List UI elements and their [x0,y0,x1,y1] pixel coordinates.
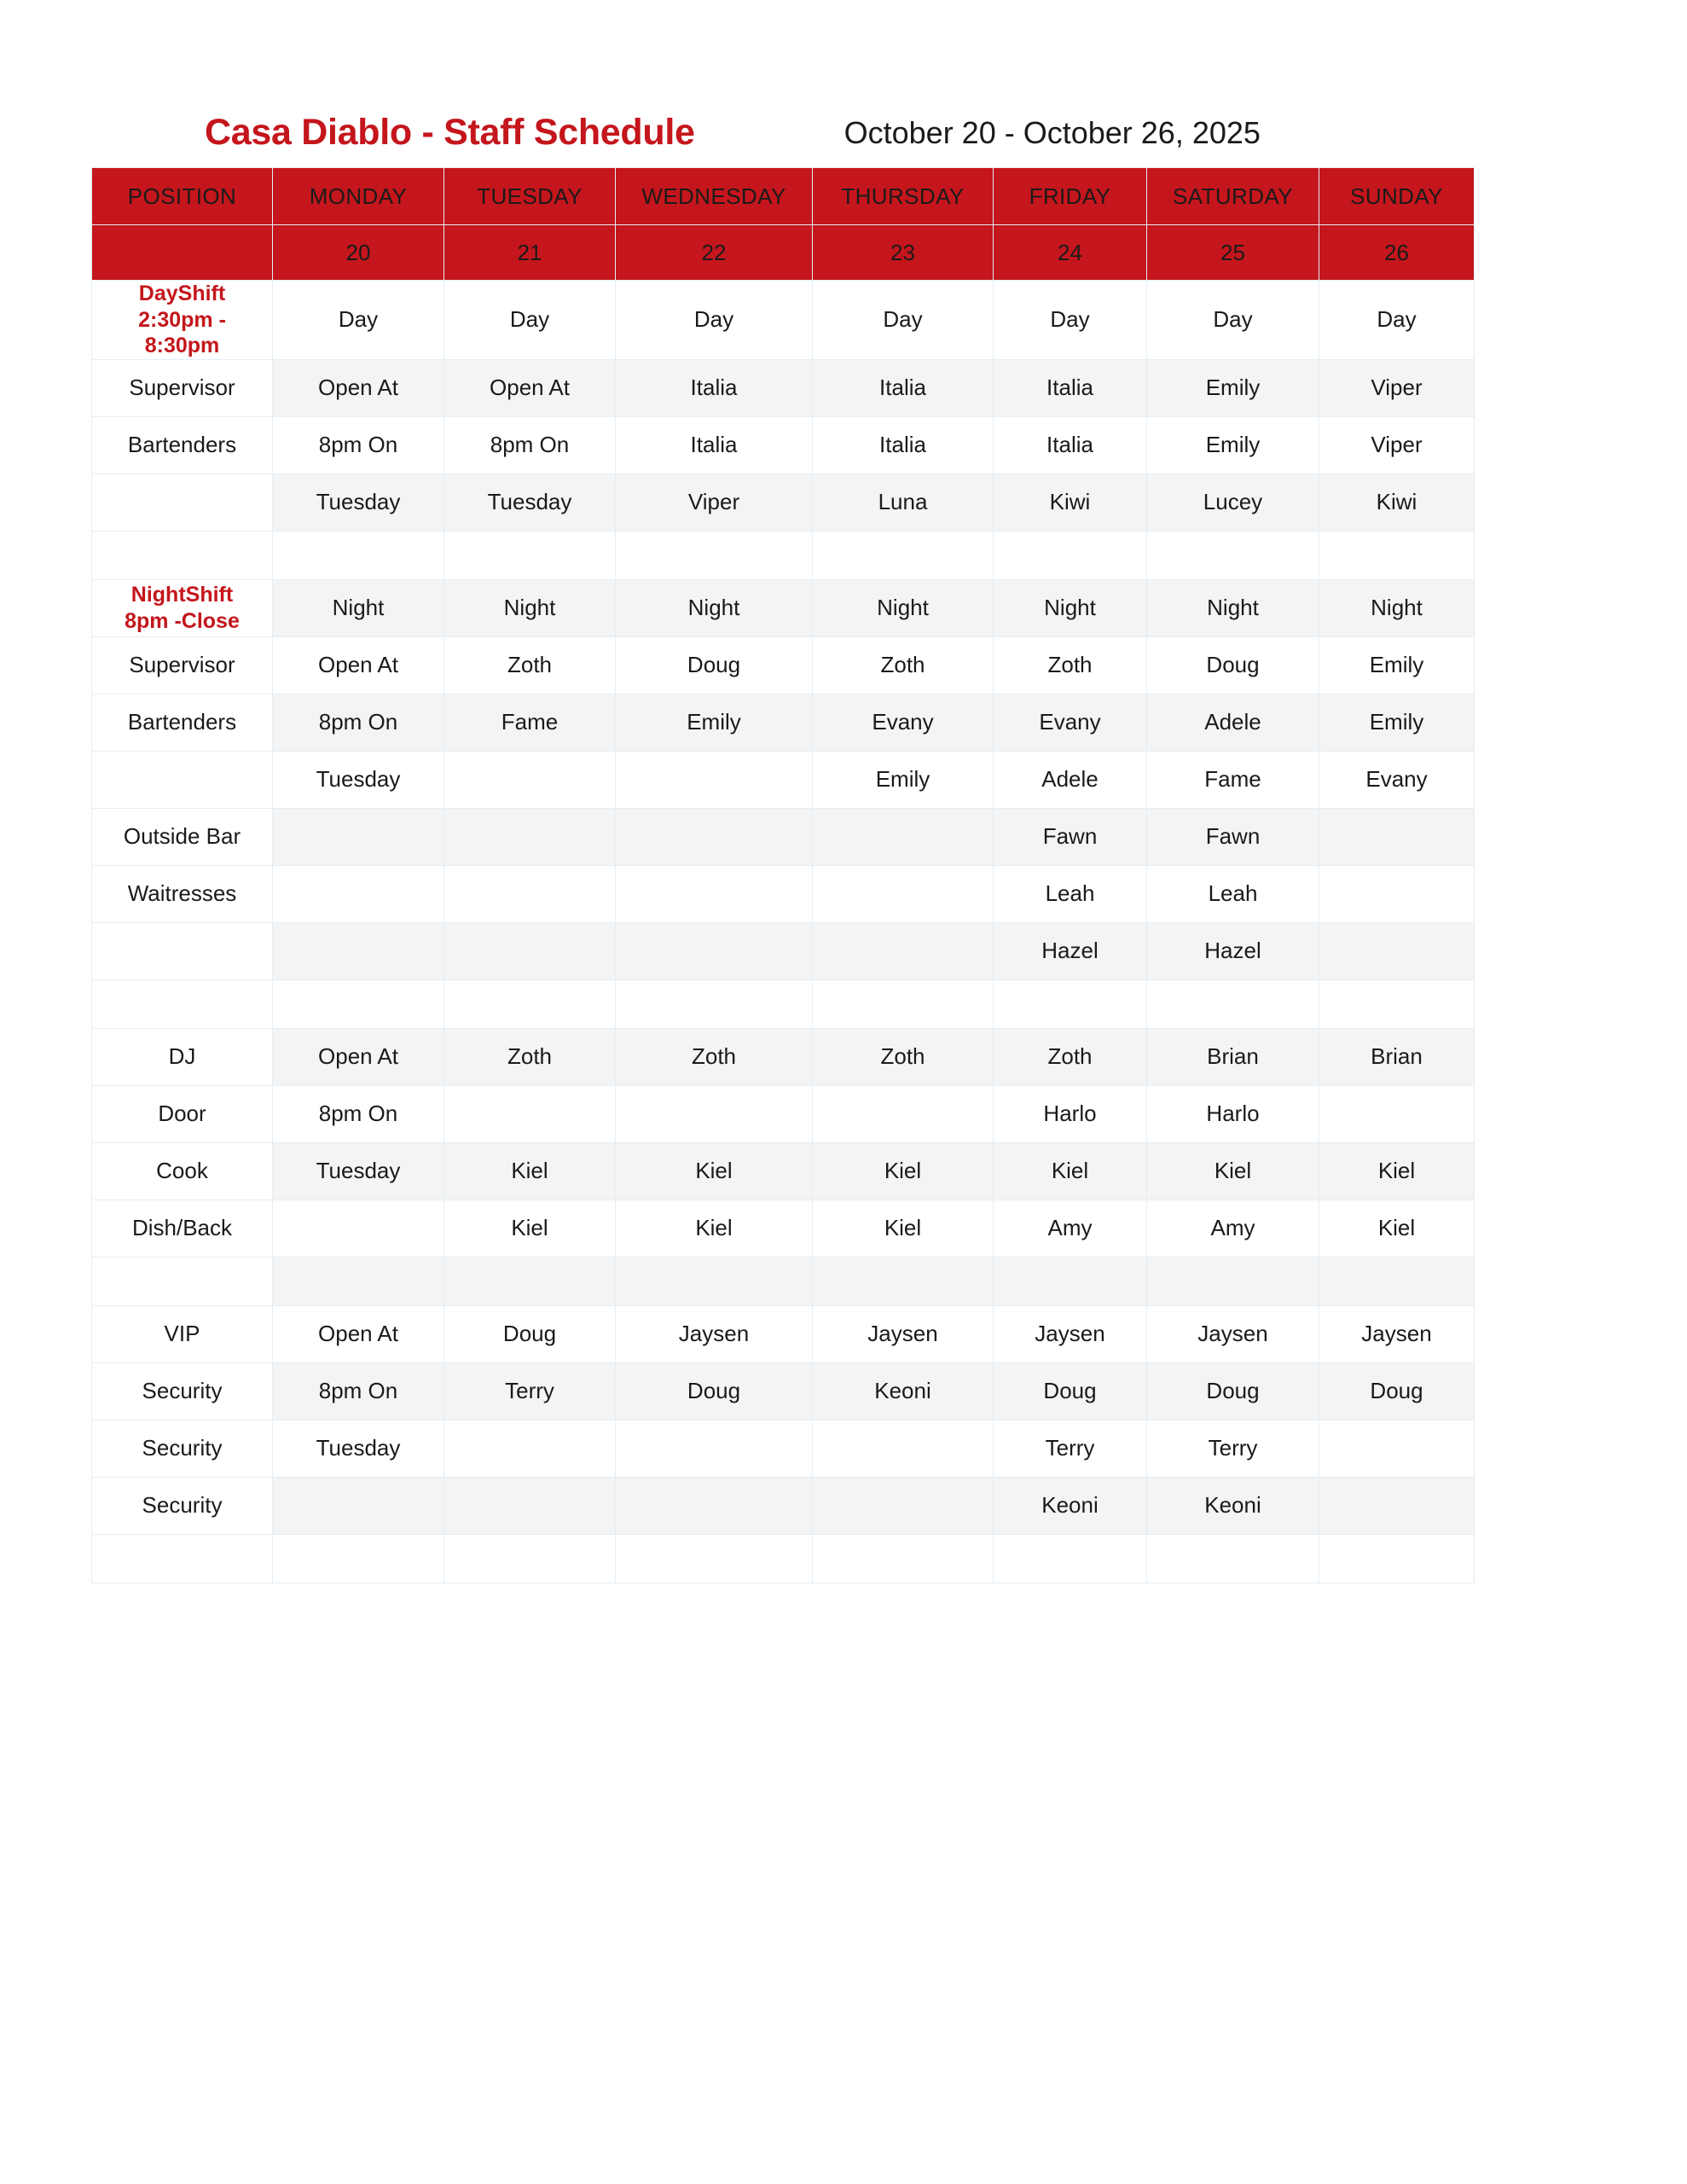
staff-cell: Terry [1147,1420,1319,1477]
shift-name-cell: Night [994,579,1147,636]
table-row [92,359,1475,416]
staff-cell [273,865,444,922]
position-line: 8:30pm [144,334,220,357]
spacer-row [92,979,1475,1028]
staff-cell: Leah [1147,865,1319,922]
staff-cell: Zoth [813,636,994,694]
staff-cell [616,751,813,808]
shift-name-cell: Day [273,281,444,360]
staff-schedule-table [91,167,1475,1583]
position-line: DayShift [138,282,226,305]
table-body [92,281,1475,1583]
staff-cell: Fawn [1147,808,1319,865]
staff-cell [994,979,1147,1028]
staff-cell: Jaysen [1147,1305,1319,1362]
column-header-friday: FRIDAY [994,168,1147,225]
staff-cell: Italia [994,416,1147,473]
staff-cell: Harlo [1147,1085,1319,1142]
date-cell-wednesday: 22 [616,225,813,281]
staff-cell: Doug [1147,1362,1319,1420]
staff-cell [444,865,616,922]
date-cell-blank [92,225,273,281]
document-header [94,94,1493,154]
staff-cell [616,1534,813,1583]
staff-cell [444,751,616,808]
staff-cell [273,808,444,865]
staff-cell [273,1257,444,1305]
staff-cell: Kiel [444,1199,616,1257]
row-position-label [92,751,273,808]
staff-cell: Evany [994,694,1147,751]
staff-cell: Keoni [813,1362,994,1420]
staff-cell [444,922,616,979]
staff-cell: Jaysen [994,1305,1147,1362]
staff-cell: 8pm On [273,694,444,751]
staff-cell: Lucey [1147,473,1319,531]
shift-name-cell: Night [1147,579,1319,636]
staff-cell: Italia [994,359,1147,416]
staff-cell [1319,1420,1475,1477]
shift-name-cell: Night [813,579,994,636]
table-date-row [92,225,1475,281]
row-position-label: Waitresses [92,865,273,922]
row-position-label: Supervisor [92,636,273,694]
staff-cell [444,1477,616,1534]
table-row [92,1362,1475,1420]
staff-cell: 8pm On [273,1362,444,1420]
staff-cell: Fawn [994,808,1147,865]
staff-cell: Kiel [444,1142,616,1199]
staff-cell: Italia [813,359,994,416]
staff-cell [813,1477,994,1534]
staff-cell: Emily [616,694,813,751]
staff-cell [1319,808,1475,865]
staff-cell: Doug [616,1362,813,1420]
table-row [92,1028,1475,1085]
staff-cell [616,1477,813,1534]
row-position-label: Bartenders [92,694,273,751]
row-position-label: Door [92,1085,273,1142]
staff-cell: Terry [444,1362,616,1420]
row-position-label [92,473,273,531]
table-row [92,1477,1475,1534]
staff-cell: Harlo [994,1085,1147,1142]
spacer-row [92,531,1475,579]
row-position-label: Bartenders [92,416,273,473]
staff-cell: Kiwi [1319,473,1475,531]
staff-cell [616,808,813,865]
staff-cell [813,922,994,979]
staff-cell: Evany [813,694,994,751]
staff-cell [813,531,994,579]
shift-name-cell: Day [1147,281,1319,360]
row-position-label: Security [92,1362,273,1420]
staff-cell: Kiel [616,1142,813,1199]
shift-name-cell: Day [616,281,813,360]
staff-cell [994,1534,1147,1583]
shift-name-cell: Night [444,579,616,636]
staff-cell [616,865,813,922]
staff-cell [444,1420,616,1477]
staff-cell [1319,922,1475,979]
column-header-monday: MONDAY [273,168,444,225]
row-position-label: Security [92,1477,273,1534]
staff-cell [994,531,1147,579]
staff-cell: Kiel [1319,1142,1475,1199]
staff-cell: 8pm On [444,416,616,473]
column-header-position: POSITION [92,168,273,225]
date-cell-monday: 20 [273,225,444,281]
staff-cell: Open At [273,636,444,694]
date-cell-thursday: 23 [813,225,994,281]
shift-name-cell: Night [273,579,444,636]
staff-cell: Zoth [994,636,1147,694]
staff-cell [813,1420,994,1477]
staff-cell: Italia [616,416,813,473]
staff-cell: 8pm On [273,416,444,473]
table-row [92,1142,1475,1199]
staff-cell: Luna [813,473,994,531]
staff-cell: Keoni [1147,1477,1319,1534]
position-line: 8pm -Close [125,608,240,633]
staff-cell: Fame [1147,751,1319,808]
staff-cell [994,1257,1147,1305]
date-cell-tuesday: 21 [444,225,616,281]
staff-cell: Zoth [444,1028,616,1085]
staff-cell: Hazel [994,922,1147,979]
staff-cell: 8pm On [273,1085,444,1142]
staff-cell: Doug [994,1362,1147,1420]
staff-cell [1147,1534,1319,1583]
table-row [92,1085,1475,1142]
column-header-saturday: SATURDAY [1147,168,1319,225]
row-position-label [92,1534,273,1583]
staff-cell: Brian [1147,1028,1319,1085]
table-row [92,694,1475,751]
row-position-label: Outside Bar [92,808,273,865]
table-row [92,808,1475,865]
shift-name-cell: Night [1319,579,1475,636]
staff-cell: Italia [616,359,813,416]
staff-cell: Fame [444,694,616,751]
staff-cell [813,979,994,1028]
staff-cell [813,1534,994,1583]
staff-cell [616,531,813,579]
staff-cell: Tuesday [273,1420,444,1477]
staff-cell: Brian [1319,1028,1475,1085]
staff-cell [1319,1477,1475,1534]
column-header-tuesday: TUESDAY [444,168,616,225]
table-row [92,751,1475,808]
staff-cell [444,1534,616,1583]
table-row [92,1199,1475,1257]
staff-cell: Zoth [444,636,616,694]
staff-cell: Kiel [616,1199,813,1257]
staff-cell: Emily [1147,359,1319,416]
staff-cell: Emily [813,751,994,808]
staff-cell: Kiel [1147,1142,1319,1199]
staff-cell: Terry [994,1420,1147,1477]
staff-cell: Zoth [813,1028,994,1085]
staff-cell: Emily [1319,636,1475,694]
staff-cell [1319,531,1475,579]
staff-cell [616,922,813,979]
staff-cell: Tuesday [273,473,444,531]
staff-cell: Tuesday [273,751,444,808]
row-position-label: VIP [92,1305,273,1362]
spacer-row [92,1257,1475,1305]
staff-cell [444,531,616,579]
row-position-label: DJ [92,1028,273,1085]
staff-cell: Amy [994,1199,1147,1257]
staff-cell [1147,979,1319,1028]
staff-cell: Tuesday [273,1142,444,1199]
table-row [92,1305,1475,1362]
row-position-label: Cook [92,1142,273,1199]
staff-cell: Zoth [616,1028,813,1085]
staff-cell [273,922,444,979]
row-position-label: Security [92,1420,273,1477]
staff-cell: Kiel [813,1199,994,1257]
row-position-label [92,979,273,1028]
staff-cell [444,979,616,1028]
shift-header-row [92,579,1475,636]
staff-cell [273,1477,444,1534]
staff-cell [444,1257,616,1305]
staff-cell [813,1085,994,1142]
staff-cell [813,808,994,865]
staff-cell [1319,865,1475,922]
staff-cell [616,1085,813,1142]
row-position-label: Supervisor [92,359,273,416]
staff-cell: Jaysen [616,1305,813,1362]
spacer-row [92,1534,1475,1583]
staff-cell [616,1257,813,1305]
staff-cell: Open At [273,1305,444,1362]
staff-cell: Hazel [1147,922,1319,979]
shift-name-cell: Night [616,579,813,636]
staff-cell: Doug [444,1305,616,1362]
staff-cell [1319,979,1475,1028]
staff-cell [444,808,616,865]
column-header-thursday: THURSDAY [813,168,994,225]
staff-cell: Jaysen [813,1305,994,1362]
staff-cell: Doug [616,636,813,694]
row-position-label: Dish/Back [92,1199,273,1257]
staff-cell [1147,531,1319,579]
staff-cell [273,531,444,579]
staff-cell: Doug [1319,1362,1475,1420]
staff-cell: Emily [1319,694,1475,751]
staff-cell: Italia [813,416,994,473]
shift-header-row [92,281,1475,360]
table-row [92,922,1475,979]
staff-cell: Viper [1319,416,1475,473]
position-line: NightShift [130,583,234,607]
shift-name-cell: Day [994,281,1147,360]
row-position-label [92,579,273,636]
staff-cell [273,979,444,1028]
table-row [92,636,1475,694]
staff-cell [616,1420,813,1477]
staff-cell: Adele [1147,694,1319,751]
staff-cell [1319,1257,1475,1305]
staff-cell: Jaysen [1319,1305,1475,1362]
table-row [92,473,1475,531]
table-header-row [92,168,1475,225]
staff-cell: Keoni [994,1477,1147,1534]
staff-cell: Viper [1319,359,1475,416]
date-cell-friday: 24 [994,225,1147,281]
shift-name-cell: Day [1319,281,1475,360]
staff-cell [813,1257,994,1305]
staff-cell: Zoth [994,1028,1147,1085]
staff-cell: Kiwi [994,473,1147,531]
row-position-label [92,1257,273,1305]
staff-cell: Kiel [1319,1199,1475,1257]
staff-cell: Viper [616,473,813,531]
staff-cell: Evany [1319,751,1475,808]
staff-cell: Open At [444,359,616,416]
staff-cell [616,979,813,1028]
staff-cell [1147,1257,1319,1305]
column-header-wednesday: WEDNESDAY [616,168,813,225]
staff-cell: Tuesday [444,473,616,531]
staff-cell: Adele [994,751,1147,808]
table-row [92,865,1475,922]
staff-cell [273,1199,444,1257]
row-position-label [92,281,273,360]
staff-cell [1319,1085,1475,1142]
staff-cell: Doug [1147,636,1319,694]
staff-cell: Open At [273,1028,444,1085]
staff-cell: Amy [1147,1199,1319,1257]
staff-cell [273,1534,444,1583]
staff-cell [444,1085,616,1142]
staff-cell [1319,1534,1475,1583]
staff-cell: Leah [994,865,1147,922]
column-header-sunday: SUNDAY [1319,168,1475,225]
staff-cell: Open At [273,359,444,416]
position-line: 2:30pm - [138,307,226,332]
shift-name-cell: Day [444,281,616,360]
staff-cell: Kiel [994,1142,1147,1199]
staff-cell: Emily [1147,416,1319,473]
staff-cell: Kiel [813,1142,994,1199]
table-row [92,416,1475,473]
table-row [92,1420,1475,1477]
row-position-label [92,922,273,979]
row-position-label [92,531,273,579]
page-title: Casa Diablo - Staff Schedule [205,112,695,153]
date-range-label: October 20 - October 26, 2025 [844,115,1261,150]
date-cell-saturday: 25 [1147,225,1319,281]
shift-name-cell: Day [813,281,994,360]
staff-cell [813,865,994,922]
date-cell-sunday: 26 [1319,225,1475,281]
